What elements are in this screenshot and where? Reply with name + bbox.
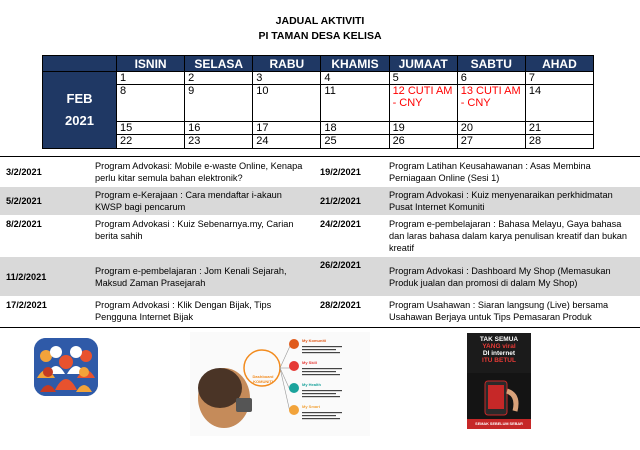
holiday-cell: 13 CUTI AM - CNY [457,85,525,122]
calendar-corner [43,56,117,72]
date-cell: 2 [185,72,253,85]
month-cell [43,72,117,149]
people-group-icon [34,338,98,396]
activity-date: 24/2/2021 [320,219,361,229]
day-header: ISNIN [117,56,185,72]
flyer-graphic [190,332,370,436]
month-label: FEB [66,91,93,106]
flyer-title: Dashboard KOMUNITI [252,374,274,384]
date-cell: 14 [525,85,593,122]
poster-heading [471,336,527,364]
activity-date: 8/2/2021 [6,219,42,229]
date-cell: 19 [389,122,457,135]
activity-text: Program Advokasi : Kuiz Sebenarnya.my, Carian berita sahih [95,219,294,241]
activity-text: Program Latihan Keusahawanan : Asas Membina Perniagaan Online (Sesi 1) [389,161,591,183]
date-cell: 17 [253,122,321,135]
poster-line: TAK SEMUA [479,336,519,343]
date-cell: 6 [457,72,525,85]
activity-text: Program Advokasi : Kuiz menyenaraikan perkhidmatan Pusat Internet Komuniti [386,187,640,216]
activity-date: 17/2/2021 [6,300,47,310]
date-cell: 26 [389,135,457,149]
activity-date: 11/2/2021 [0,257,92,297]
activity-date: 19/2/2021 [320,167,361,177]
day-header: AHAD [525,56,593,72]
activity-date: 26/2/2021 [314,257,386,297]
date-cell: 16 [185,122,253,135]
divider-top [0,156,640,157]
date-cell: 7 [525,72,593,85]
activity-date: 3/2/2021 [6,167,42,177]
flyer-item: My Health [302,382,321,387]
date-cell: 4 [321,72,389,85]
flyer-item: My Skill [302,360,317,365]
day-header: KHAMIS [321,56,389,72]
poster-line: YANG viral [482,343,516,350]
divider-bottom [0,327,640,328]
flyer-item: My Smart [302,404,321,409]
date-cell: 23 [185,135,253,149]
activity-text: Program Usahawan : Siaran langsung (Live) bersama Usahawan Berjaya untuk Tips Pemasaran Produk [389,300,609,322]
activity-text: Program e-pembelajaran : Jom Kenali Sejarah, Maksud Zaman Prasejarah [92,257,314,297]
calendar-table [42,55,594,149]
title-line-2: PI TAMAN DESA KELISA [258,30,382,42]
activity-date: 21/2/2021 [314,187,386,216]
date-cell: 15 [117,122,185,135]
activity-date: 5/2/2021 [0,187,92,216]
activity-text: Program e-Kerajaan : Cara mendaftar i-akaun KWSP bagi pencarum [92,187,314,216]
date-cell: 25 [321,135,389,149]
date-cell: 8 [117,85,185,122]
date-cell: 22 [117,135,185,149]
poster-line: ITU BETUL [482,357,516,364]
year-label: 2021 [65,113,94,128]
viral-internet-poster [467,333,531,429]
date-cell: 3 [253,72,321,85]
activity-text: Program Advokasi: Mobile e-waste Online, Kenapa perlu kitar semula bahan elektronik? [95,161,303,183]
day-header: SABTU [457,56,525,72]
poster-line: DI internet [482,350,516,357]
date-cell: 20 [457,122,525,135]
holiday-cell: 12 CUTI AM - CNY [389,85,457,122]
flyer-item: My Komuniti [302,338,326,343]
title-line-1: JADUAL AKTIVITI [275,15,365,27]
date-cell: 9 [185,85,253,122]
date-cell: 1 [117,72,185,85]
activity-date: 28/2/2021 [320,300,361,310]
day-header: RABU [253,56,321,72]
date-cell: 5 [389,72,457,85]
date-cell: 27 [457,135,525,149]
date-cell: 10 [253,85,321,122]
date-cell: 11 [321,85,389,122]
poster-footer: SEMAK SEBELUM SEBAR [475,422,523,426]
dashboard-komuniti-flyer [190,332,370,436]
activities-table [0,158,640,333]
day-header: JUMAAT [389,56,457,72]
date-cell: 28 [525,135,593,149]
day-header: SELASA [185,56,253,72]
activity-text: Program Advokasi : Klik Dengan Bijak, Tips Pengguna Internet Bijak [95,300,272,322]
community-logo-image [34,338,98,396]
date-cell: 18 [321,122,389,135]
date-cell: 21 [525,122,593,135]
date-cell: 24 [253,135,321,149]
activity-text: Program e-pembelajaran : Bahasa Melayu, Gaya bahasa dan laras bahasa dalam karya penulisan kreatif dan bukan kreatif [389,219,628,253]
page-title [0,14,640,44]
activity-text: Program Advokasi : Dashboard My Shop (Memasukan Produk jualan dan promosi di dalam My Shop) [386,257,640,297]
